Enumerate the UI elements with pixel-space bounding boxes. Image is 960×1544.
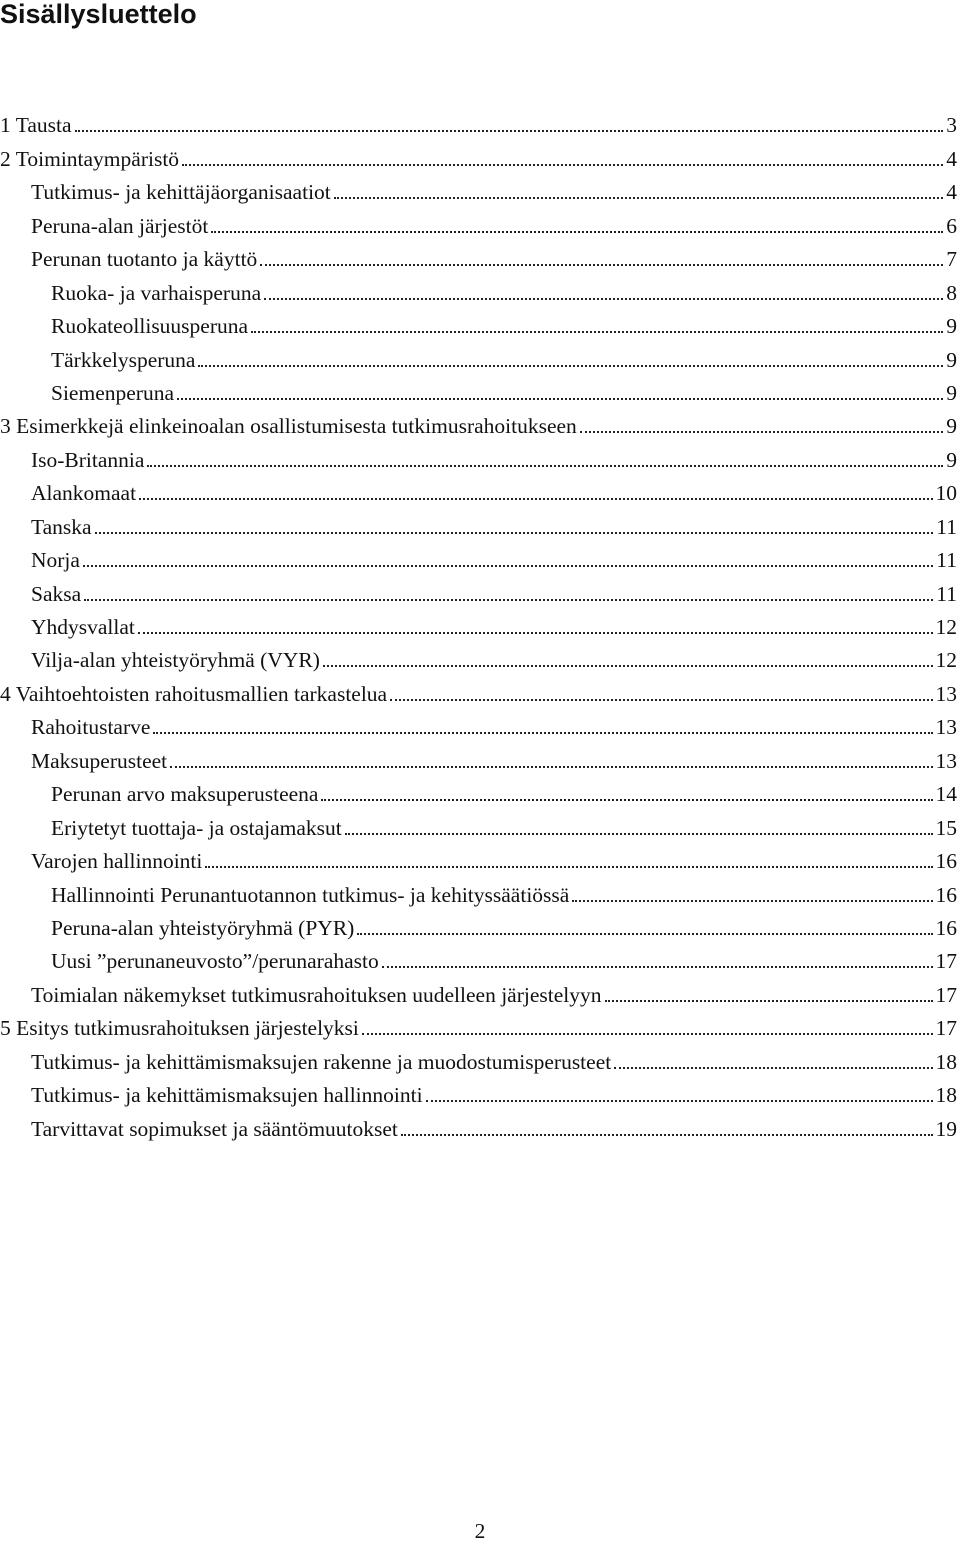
toc-entry-page-number: 12 [935, 648, 957, 673]
toc-entry-page-number: 13 [935, 715, 957, 740]
toc-entry[interactable] [0, 908, 960, 941]
dot-leader [138, 632, 933, 634]
toc-entry-page-number: 19 [935, 1116, 957, 1141]
toc-entry[interactable] [0, 573, 960, 606]
toc-entry-label: Norja [31, 548, 80, 573]
toc-entry-label: Perunan arvo maksuperusteena [51, 782, 319, 807]
dot-leader [83, 565, 933, 567]
toc-entry-label: Ruoka- ja varhaisperuna [51, 280, 262, 305]
dot-leader [139, 498, 932, 500]
dot-leader [572, 900, 932, 902]
toc-entry[interactable] [0, 272, 960, 305]
dot-leader [147, 465, 943, 467]
toc-entry[interactable] [0, 1108, 960, 1141]
toc-entry-label: Tarvittavat sopimukset ja sääntömuutokset [31, 1116, 398, 1141]
dot-leader [580, 431, 943, 433]
dot-leader [95, 532, 934, 534]
dot-leader [605, 1000, 933, 1002]
page-title: Sisällysluettelo [0, 0, 197, 29]
toc-entry-label: Ruokateollisuusperuna [51, 314, 249, 339]
toc-entry-page-number: 13 [935, 681, 957, 706]
toc-entry-page-number: 4 [946, 146, 957, 171]
toc-entry-label: Perunan tuotanto ja käyttö [31, 247, 258, 272]
toc-entry-page-number: 16 [935, 849, 957, 874]
toc-entry-page-number: 6 [946, 213, 957, 238]
toc-entry-label: Tanska [31, 514, 92, 539]
dot-leader [251, 331, 943, 333]
toc-entry-label: 5 Esitys tutkimusrahoituksen järjestelyksi [0, 1016, 359, 1041]
toc-entry-label: Vilja-alan yhteistyöryhmä (VYR) [31, 648, 320, 673]
toc-entry-label: Maksuperusteet [31, 748, 168, 773]
dot-leader [182, 164, 943, 166]
table-of-contents [0, 105, 960, 1142]
dot-leader [264, 298, 943, 300]
toc-entry-label: 4 Vaihtoehtoisten rahoitusmallien tarkastelua [0, 681, 388, 706]
dot-leader [153, 732, 932, 734]
toc-entry[interactable] [0, 740, 960, 773]
toc-entry-label: Hallinnointi Perunantuotannon tutkimus- ja kehityssäätiössä [51, 882, 570, 907]
dot-leader [177, 398, 943, 400]
toc-entry-label: Saksa [31, 581, 82, 606]
toc-entry-label: Alankomaat [31, 481, 137, 506]
toc-entry-page-number: 11 [936, 581, 957, 606]
toc-entry-page-number: 9 [946, 347, 957, 372]
dot-leader [75, 130, 944, 132]
toc-entry-label: Siemenperuna [51, 380, 174, 405]
toc-entry-page-number: 3 [946, 113, 957, 138]
toc-entry-page-number: 16 [935, 882, 957, 907]
toc-entry-page-number: 10 [935, 481, 957, 506]
toc-entry-page-number: 18 [935, 1049, 957, 1074]
toc-entry[interactable] [0, 540, 960, 573]
toc-entry-page-number: 17 [935, 949, 957, 974]
toc-entry-page-number: 12 [935, 615, 957, 639]
toc-entry[interactable] [0, 406, 960, 439]
toc-entry-page-number: 11 [936, 548, 957, 573]
dot-leader [401, 1134, 933, 1136]
dot-leader [390, 699, 932, 701]
toc-entry-label: 3 Esimerkkejä elinkeinoalan osallistumisesta tutkimusrahoitukseen [0, 414, 577, 439]
toc-entry-page-number: 9 [946, 380, 957, 405]
dot-leader [426, 1100, 933, 1102]
toc-entry-page-number: 15 [935, 815, 957, 840]
dot-leader [84, 599, 933, 601]
toc-entry[interactable] [0, 707, 960, 740]
toc-entry-label: Varojen hallinnointi [31, 849, 203, 874]
toc-entry-label: Iso-Britannia [31, 447, 145, 472]
dot-leader [198, 365, 943, 367]
dot-leader [357, 933, 932, 935]
toc-entry[interactable] [0, 640, 960, 673]
toc-entry[interactable] [0, 974, 960, 1007]
toc-entry-page-number: 9 [946, 314, 957, 339]
toc-entry-page-number: 16 [935, 915, 957, 940]
toc-entry-page-number: 18 [935, 1083, 957, 1108]
toc-entry-label: Rahoitustarve [31, 715, 151, 740]
toc-entry-page-number: 4 [946, 180, 957, 205]
toc-entry-label: Eriytetyt tuottaja- ja ostajamaksut [51, 815, 342, 840]
dot-leader [362, 1033, 933, 1035]
dot-leader [345, 833, 933, 835]
toc-entry-label: Uusi ”perunaneuvosto”/perunarahasto [51, 949, 379, 974]
toc-entry-label: 1 Tausta [0, 113, 72, 138]
toc-entry[interactable] [0, 774, 960, 807]
dot-leader [205, 866, 932, 868]
toc-entry[interactable] [0, 506, 960, 539]
toc-entry[interactable] [0, 874, 960, 907]
toc-entry-label: Tutkimus- ja kehittämismaksujen rakenne ja muodostumisperusteet [31, 1049, 612, 1074]
toc-entry[interactable] [0, 1008, 960, 1041]
dot-leader [170, 766, 932, 768]
toc-entry-page-number: 8 [946, 280, 957, 305]
toc-entry[interactable] [0, 239, 960, 272]
toc-entry-page-number: 17 [935, 982, 957, 1007]
toc-entry-label: Tutkimus- ja kehittämismaksujen hallinnointi [31, 1083, 423, 1108]
toc-entry-page-number: 11 [936, 514, 957, 539]
toc-entry-label: Peruna-alan yhteistyöryhmä (PYR) [51, 915, 355, 940]
toc-entry[interactable] [0, 339, 960, 372]
toc-entry-page-number: 17 [935, 1016, 957, 1041]
toc-entry-page-number: 14 [935, 782, 957, 807]
toc-entry[interactable] [0, 841, 960, 874]
dot-leader [321, 799, 932, 801]
dot-leader [211, 231, 943, 233]
toc-entry[interactable] [0, 306, 960, 339]
toc-entry-label: Toimialan näkemykset tutkimusrahoituksen uudelleen järjestelyyn [31, 982, 602, 1007]
toc-entry-label: Yhdysvallat [31, 615, 135, 639]
toc-entry[interactable] [0, 607, 960, 640]
toc-entry[interactable] [0, 172, 960, 205]
toc-entry[interactable] [0, 673, 960, 706]
toc-entry-page-number: 7 [946, 247, 957, 272]
toc-entry-page-number: 9 [946, 414, 957, 439]
dot-leader [614, 1067, 932, 1069]
toc-entry-label: Peruna-alan järjestöt [31, 213, 209, 238]
toc-entry[interactable] [0, 473, 960, 506]
toc-entry[interactable] [0, 439, 960, 472]
dot-leader [323, 665, 933, 667]
toc-entry-label: 2 Toimintaympäristö [0, 146, 180, 171]
toc-entry[interactable] [0, 1041, 960, 1074]
toc-entry[interactable] [0, 373, 960, 406]
toc-entry[interactable] [0, 138, 960, 171]
toc-entry[interactable] [0, 1075, 960, 1108]
toc-entry-label: Tärkkelysperuna [51, 347, 196, 372]
toc-entry[interactable] [0, 105, 960, 138]
toc-entry-page-number: 13 [935, 748, 957, 773]
dot-leader [382, 966, 933, 968]
toc-entry[interactable] [0, 807, 960, 840]
toc-entry-page-number: 9 [946, 447, 957, 472]
toc-entry[interactable] [0, 205, 960, 238]
toc-entry-label: Tutkimus- ja kehittäjäorganisaatiot [31, 180, 331, 205]
toc-entry[interactable] [0, 941, 960, 974]
dot-leader [334, 197, 943, 199]
dot-leader [260, 264, 943, 266]
page-number: 2 [474, 1519, 486, 1543]
